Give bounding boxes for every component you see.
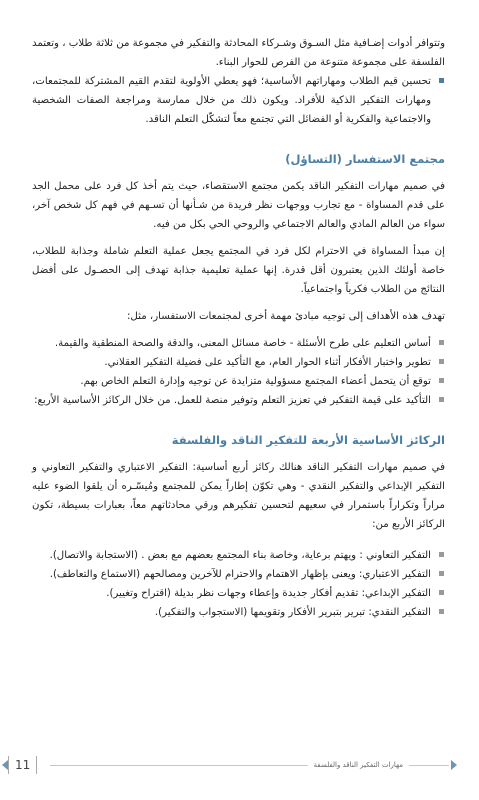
page-content	[32, 34, 445, 622]
list-item-text: أساس التعليم على طرح الأسئلة - خاصة مسائل المعنى، والدقة والصحة المنطقية والقيمة.	[54, 338, 431, 349]
intro-bullet-list	[32, 72, 445, 129]
list-item-text: تحسين قيم الطلاب ومهاراتهم الأساسية؛ فهو يعطي الأولوية لتقدم القيم المشتركة للمجتمعات، ومهارات التفكير الذكية للأفراد. ويكون ذلك من خلال ممارسة ومراجعة الصفات الشخصية والاجتماعية والفكرية أو الفضائل التي تجتمع معاً لتشكّل التعلم الناقد.	[32, 76, 431, 125]
list-item	[32, 353, 445, 372]
paragraph: في صميم مهارات التفكير الناقد يكمن مجتمع الاستقصاء، حيث يتم أخذ كل فرد على محمل الجد على قدم المساواة - مع تجارب ووجهات نظر فريدة من شـأنها أن تسـهم في فهم كل شخص آخر، سواء من العالم المادي والعالم الاجتماعي والروحي الحي بكل من فيه.	[32, 181, 445, 230]
section-heading-community-of-inquiry: مجتمع الاستفسار (التساؤل)	[285, 152, 445, 166]
list-item	[32, 603, 445, 622]
page-number: 11	[8, 756, 37, 774]
square-bullet-icon	[439, 609, 444, 614]
list-item	[32, 72, 445, 129]
list-item	[32, 546, 445, 565]
square-bullet-icon	[439, 378, 444, 383]
square-bullet-icon	[439, 340, 444, 345]
square-bullet-icon	[439, 359, 444, 364]
principles-list	[32, 334, 445, 410]
book-title: مهارات التفكير الناقد والفلسفة	[308, 759, 409, 771]
list-item	[32, 565, 445, 584]
list-item	[32, 372, 445, 391]
list-item-text: التأكيد على قيمة التفكير في تعزيز التعلم وتوفير منصة للعمل. من خلال الركائز الأساسية الأربع:	[34, 395, 431, 406]
list-item-text: تطوير واختبار الأفكار أثناء الحوار العام، مع التأكيد على فضيلة التفكير العقلاني.	[104, 357, 431, 368]
list-item	[32, 391, 445, 410]
triangle-right-icon	[451, 760, 457, 770]
list-item-text: التفكير الإبداعي: تقديم أفكار جديدة وإعطاء وجهات نظر بديلة (اقتراح وتغيير).	[106, 588, 431, 599]
paragraph: في صميم مهارات التفكير الناقد هنالك ركائز أربع أساسية: التفكير الاعتباري والتفكير التعاوني و التفكير الإبداعي والتفكير النقدي - وهي تكوّن إطاراً يمكن للمجتمع ومُيسّـره أن يلقوا الضوء عليه مراراً وتكراراً باستمرار في سعيهم لتحسين تفكيرهم ورقي محادثاتهم معاً، بعبارات بسيطة، تكون الركائز الأربع من:	[32, 462, 445, 530]
square-bullet-icon	[439, 571, 444, 576]
list-item	[32, 334, 445, 353]
square-bullet-icon	[439, 590, 444, 595]
paragraph: إن مبدأ المساواة في الاحترام لكل فرد في المجتمع يجعل عملية التعلم شاملة وجذابة للطلاب، خاصة أولئك الذين يعتبرون أقل قدرة. إنها عملية تعليمية جذابة تهدف إلى الحصـول على أفضل النتائج من الطلاب فكرياً واجتماعياً.	[32, 246, 445, 295]
list-item-text: التفكير النقدي: تبرير بتبرير الأفكار وتقويمها (الاستجواب والتفكير).	[154, 607, 431, 618]
square-bullet-icon	[439, 397, 444, 402]
pillars-list	[32, 546, 445, 622]
list-item-text: التفكير التعاوني : ويهتم برعاية، وخاصة بناء المجتمع بعضهم مع بعض . (الاستجابة والاتصال).	[49, 550, 431, 561]
list-item-text: توقع أن يتحمل أعضاء المجتمع مسؤولية متزايدة عن توجيه وإدارة التعلم الخاص بهم.	[80, 376, 431, 387]
list-item	[32, 584, 445, 603]
square-bullet-icon	[439, 78, 444, 83]
square-bullet-icon	[439, 552, 444, 557]
list-item-text: التفكير الاعتباري: ويعنى بإظهار الاهتمام والاحترام للآخرين ومصالحهم (الاستماع والتعاطف).	[49, 569, 431, 580]
page-footer	[0, 756, 479, 776]
section-heading-four-pillars: الركائز الأساسية الأربعة للتفكير الناقد والفلسفة	[171, 433, 445, 447]
intro-paragraph: وتتوافر أدوات إضـافية مثل السـوق وشـركاء المحادثة والتفكير في مجموعة من ثلاثة طلاب ، وتعتمد الفلسفة على مجموعة متنوعة من الفرص للحوار البناء.	[32, 38, 445, 68]
paragraph: تهدف هذه الأهداف إلى توجيه مبادئ مهمة أخرى لمجتمعات الاستفسار، مثل:	[127, 311, 445, 322]
